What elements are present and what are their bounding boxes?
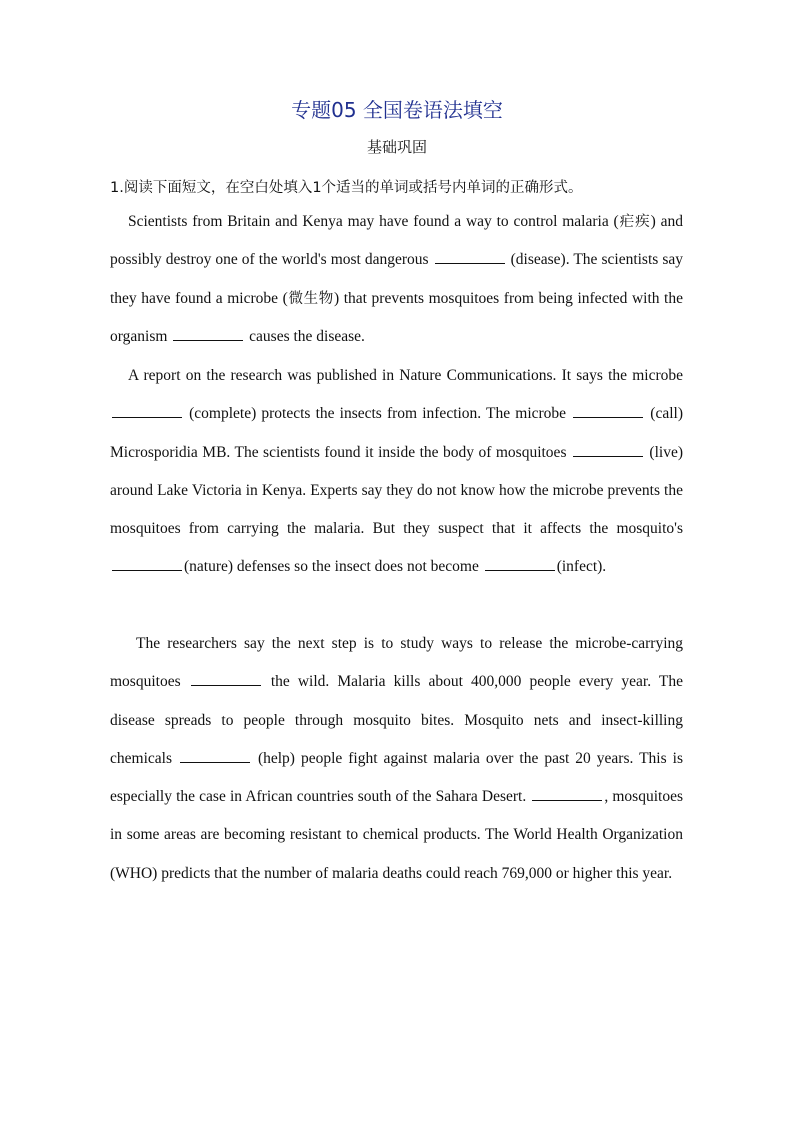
passage-text: The researchers say the next step is to study ways to release the microbe-carrying mosquitoes [110, 635, 683, 691]
passage-text: (nature) defenses so the insect does not become [184, 558, 483, 576]
passage-text: (help) people fight against malaria over the past 20 years. This is especially the case in African countries south of the Sahara Desert. [110, 749, 683, 806]
answer-blank[interactable] [180, 748, 250, 763]
passage-paragraph-1 [110, 203, 683, 356]
passage-text: ) that prevents mosquitoes from being infected with the organism [110, 289, 683, 345]
answer-blank[interactable] [191, 671, 261, 686]
answer-blank[interactable] [573, 442, 643, 457]
passage-paragraph-2 [110, 357, 683, 587]
passage-text: Scientists from Britain and Kenya may have found a way to control malaria ( [128, 213, 619, 230]
answer-blank[interactable] [485, 556, 555, 571]
passage-text: (disease). The scientists say they have found a microbe ( [110, 251, 683, 307]
page-title: 专题05 全国卷语法填空 [291, 98, 503, 122]
passage-text: (infect). [556, 558, 607, 576]
passage-text: the wild. Malaria kills about 400,000 people every year. The disease spreads to people through mosquito bites. Mosquito nets and insect-killing chemicals [110, 673, 683, 767]
answer-blank[interactable] [435, 249, 505, 264]
gloss-text: 微生物 [287, 290, 334, 307]
answer-blank[interactable] [173, 326, 243, 341]
exercise-instruction: 1.阅读下面短文，在空白处填入1个适当的单词或括号内单词的正确形式。 [110, 180, 583, 196]
answer-blank[interactable] [112, 403, 182, 418]
passage-text: , mosquitoes in some areas are becoming resistant to chemical products. The World Health Organization (WHO) predicts that the number of malaria deaths could reach 769,000 or higher this year. [110, 788, 683, 882]
passage-paragraph-3 [110, 625, 683, 893]
gloss-text: 疟疾 [618, 214, 651, 230]
passage-text: (complete) protects the insects from infection. The microbe [184, 405, 572, 423]
passage-text: (call) Microsporidia MB. The scientists found it inside the body of mosquitoes [110, 405, 683, 461]
answer-blank[interactable] [532, 786, 602, 801]
answer-blank[interactable] [573, 403, 643, 418]
answer-blank[interactable] [112, 556, 182, 571]
section-subtitle: 基础巩固 [366, 138, 427, 156]
passage-text: A report on the research was published in Nature Communications. It says the microbe [128, 367, 683, 384]
passage-text: causes the disease. [245, 327, 365, 345]
passage-text: (live) around Lake Victoria in Kenya. Experts say they do not know how the microbe prevents the mosquitoes from carrying the malaria. But they suspect that it affects the mosquito's [110, 443, 683, 538]
passage-text: ) and possibly destroy one of the world's most dangerous [110, 213, 683, 269]
